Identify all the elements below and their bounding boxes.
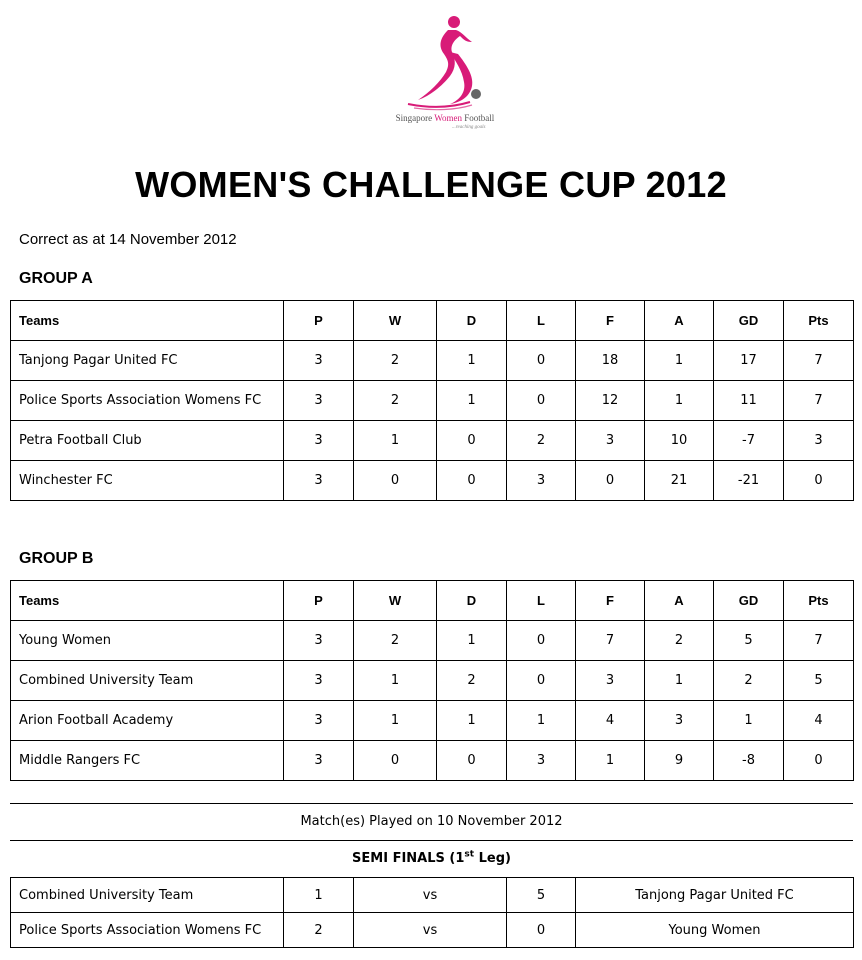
match-home-score-cell: 1 [284, 878, 354, 913]
stage-heading: SEMI FINALS (1st Leg) [10, 840, 853, 877]
stat-cell: 3 [284, 381, 354, 421]
table-row [11, 621, 854, 661]
match-away-score-cell: 5 [507, 878, 576, 913]
stat-cell: 5 [784, 661, 854, 701]
match-home-cell: Police Sports Association Womens FC [11, 913, 284, 948]
team-name-cell: Petra Football Club [11, 421, 284, 461]
column-header: F [576, 301, 645, 341]
column-header: Pts [784, 301, 854, 341]
stat-cell: 0 [784, 741, 854, 781]
stat-cell: 2 [354, 381, 437, 421]
stat-cell: 3 [284, 621, 354, 661]
column-header: A [645, 581, 714, 621]
stat-cell: 18 [576, 341, 645, 381]
stat-cell: 11 [714, 381, 784, 421]
stat-cell: 3 [284, 661, 354, 701]
team-name-cell: Police Sports Association Womens FC [11, 381, 284, 421]
column-header: GD [714, 301, 784, 341]
stat-cell: 1 [645, 341, 714, 381]
stat-cell: 17 [714, 341, 784, 381]
group-a-heading: GROUP A [19, 270, 93, 287]
stat-cell: 1 [437, 701, 507, 741]
match-vs-cell: vs [354, 878, 507, 913]
team-name-cell: Young Women [11, 621, 284, 661]
match-vs-cell: vs [354, 913, 507, 948]
match-row [11, 878, 854, 913]
stat-cell: 1 [645, 381, 714, 421]
stat-cell: 1 [437, 621, 507, 661]
stat-cell: 3 [784, 421, 854, 461]
table-row [11, 741, 854, 781]
column-header: Pts [784, 581, 854, 621]
stat-cell: -21 [714, 461, 784, 501]
logo [380, 10, 510, 140]
stat-cell: 0 [437, 461, 507, 501]
stat-cell: 0 [437, 741, 507, 781]
stat-cell: 21 [645, 461, 714, 501]
match-home-cell: Combined University Team [11, 878, 284, 913]
match-away-score-cell: 0 [507, 913, 576, 948]
table-row [11, 701, 854, 741]
stat-cell: 3 [645, 701, 714, 741]
team-name-cell: Middle Rangers FC [11, 741, 284, 781]
table-row [11, 341, 854, 381]
stat-cell: 9 [645, 741, 714, 781]
stat-cell: 3 [507, 461, 576, 501]
stat-cell: 7 [784, 621, 854, 661]
column-header: F [576, 581, 645, 621]
column-header: P [284, 581, 354, 621]
stat-cell: -8 [714, 741, 784, 781]
column-header: D [437, 581, 507, 621]
stat-cell: 4 [784, 701, 854, 741]
stat-cell: 0 [437, 421, 507, 461]
stat-cell: 0 [507, 381, 576, 421]
group-a-header-row [11, 301, 854, 341]
stat-cell: 2 [354, 341, 437, 381]
stat-cell: 3 [576, 421, 645, 461]
stat-cell: 0 [354, 741, 437, 781]
stat-cell: 12 [576, 381, 645, 421]
stat-cell: 1 [437, 341, 507, 381]
stat-cell: 0 [576, 461, 645, 501]
column-header: D [437, 301, 507, 341]
match-away-cell: Tanjong Pagar United FC [576, 878, 854, 913]
stat-cell: 2 [507, 421, 576, 461]
stat-cell: 3 [507, 741, 576, 781]
stat-cell: 10 [645, 421, 714, 461]
stat-cell: 1 [354, 661, 437, 701]
played-on-text: Match(es) Played on 10 November 2012 [10, 803, 853, 840]
stat-cell: -7 [714, 421, 784, 461]
stat-cell: 4 [576, 701, 645, 741]
stat-cell: 1 [507, 701, 576, 741]
stat-cell: 0 [507, 341, 576, 381]
stat-cell: 1 [645, 661, 714, 701]
group-b-header-row [11, 581, 854, 621]
match-home-score-cell: 2 [284, 913, 354, 948]
logo-brand-text: Singapore Women Football [395, 113, 495, 123]
group-a-table [10, 300, 854, 501]
group-b-heading: GROUP B [19, 550, 94, 567]
stat-cell: 3 [284, 461, 354, 501]
column-header: W [354, 581, 437, 621]
logo-tagline: ...reaching goals [452, 125, 486, 130]
stat-cell: 7 [576, 621, 645, 661]
stat-cell: 3 [576, 661, 645, 701]
stat-cell: 1 [576, 741, 645, 781]
team-name-cell: Arion Football Academy [11, 701, 284, 741]
stat-cell: 1 [354, 421, 437, 461]
stat-cell: 2 [354, 621, 437, 661]
stat-cell: 5 [714, 621, 784, 661]
stat-cell: 1 [354, 701, 437, 741]
stat-cell: 0 [507, 621, 576, 661]
results-table [10, 877, 854, 948]
group-b-table [10, 580, 854, 781]
stat-cell: 1 [714, 701, 784, 741]
as-at-date: Correct as at 14 November 2012 [19, 231, 237, 248]
stat-cell: 0 [354, 461, 437, 501]
stat-cell: 3 [284, 741, 354, 781]
stat-cell: 0 [507, 661, 576, 701]
column-header: L [507, 581, 576, 621]
column-header: A [645, 301, 714, 341]
table-row [11, 661, 854, 701]
team-name-cell: Tanjong Pagar United FC [11, 341, 284, 381]
match-away-cell: Young Women [576, 913, 854, 948]
team-name-cell: Combined University Team [11, 661, 284, 701]
stat-cell: 2 [645, 621, 714, 661]
woman-footballer-icon [400, 12, 490, 112]
stat-cell: 2 [437, 661, 507, 701]
column-header: GD [714, 581, 784, 621]
stat-cell: 7 [784, 381, 854, 421]
stat-cell: 0 [784, 461, 854, 501]
match-row [11, 913, 854, 948]
table-row [11, 421, 854, 461]
stat-cell: 3 [284, 341, 354, 381]
stat-cell: 2 [714, 661, 784, 701]
table-row [11, 381, 854, 421]
stat-cell: 7 [784, 341, 854, 381]
table-row [11, 461, 854, 501]
stat-cell: 3 [284, 421, 354, 461]
column-header: P [284, 301, 354, 341]
column-header: W [354, 301, 437, 341]
page-title: WOMEN'S CHALLENGE CUP 2012 [135, 164, 727, 205]
column-header: Teams [11, 581, 284, 621]
stat-cell: 3 [284, 701, 354, 741]
results-section [10, 803, 853, 948]
team-name-cell: Winchester FC [11, 461, 284, 501]
column-header: L [507, 301, 576, 341]
column-header: Teams [11, 301, 284, 341]
stat-cell: 1 [437, 381, 507, 421]
